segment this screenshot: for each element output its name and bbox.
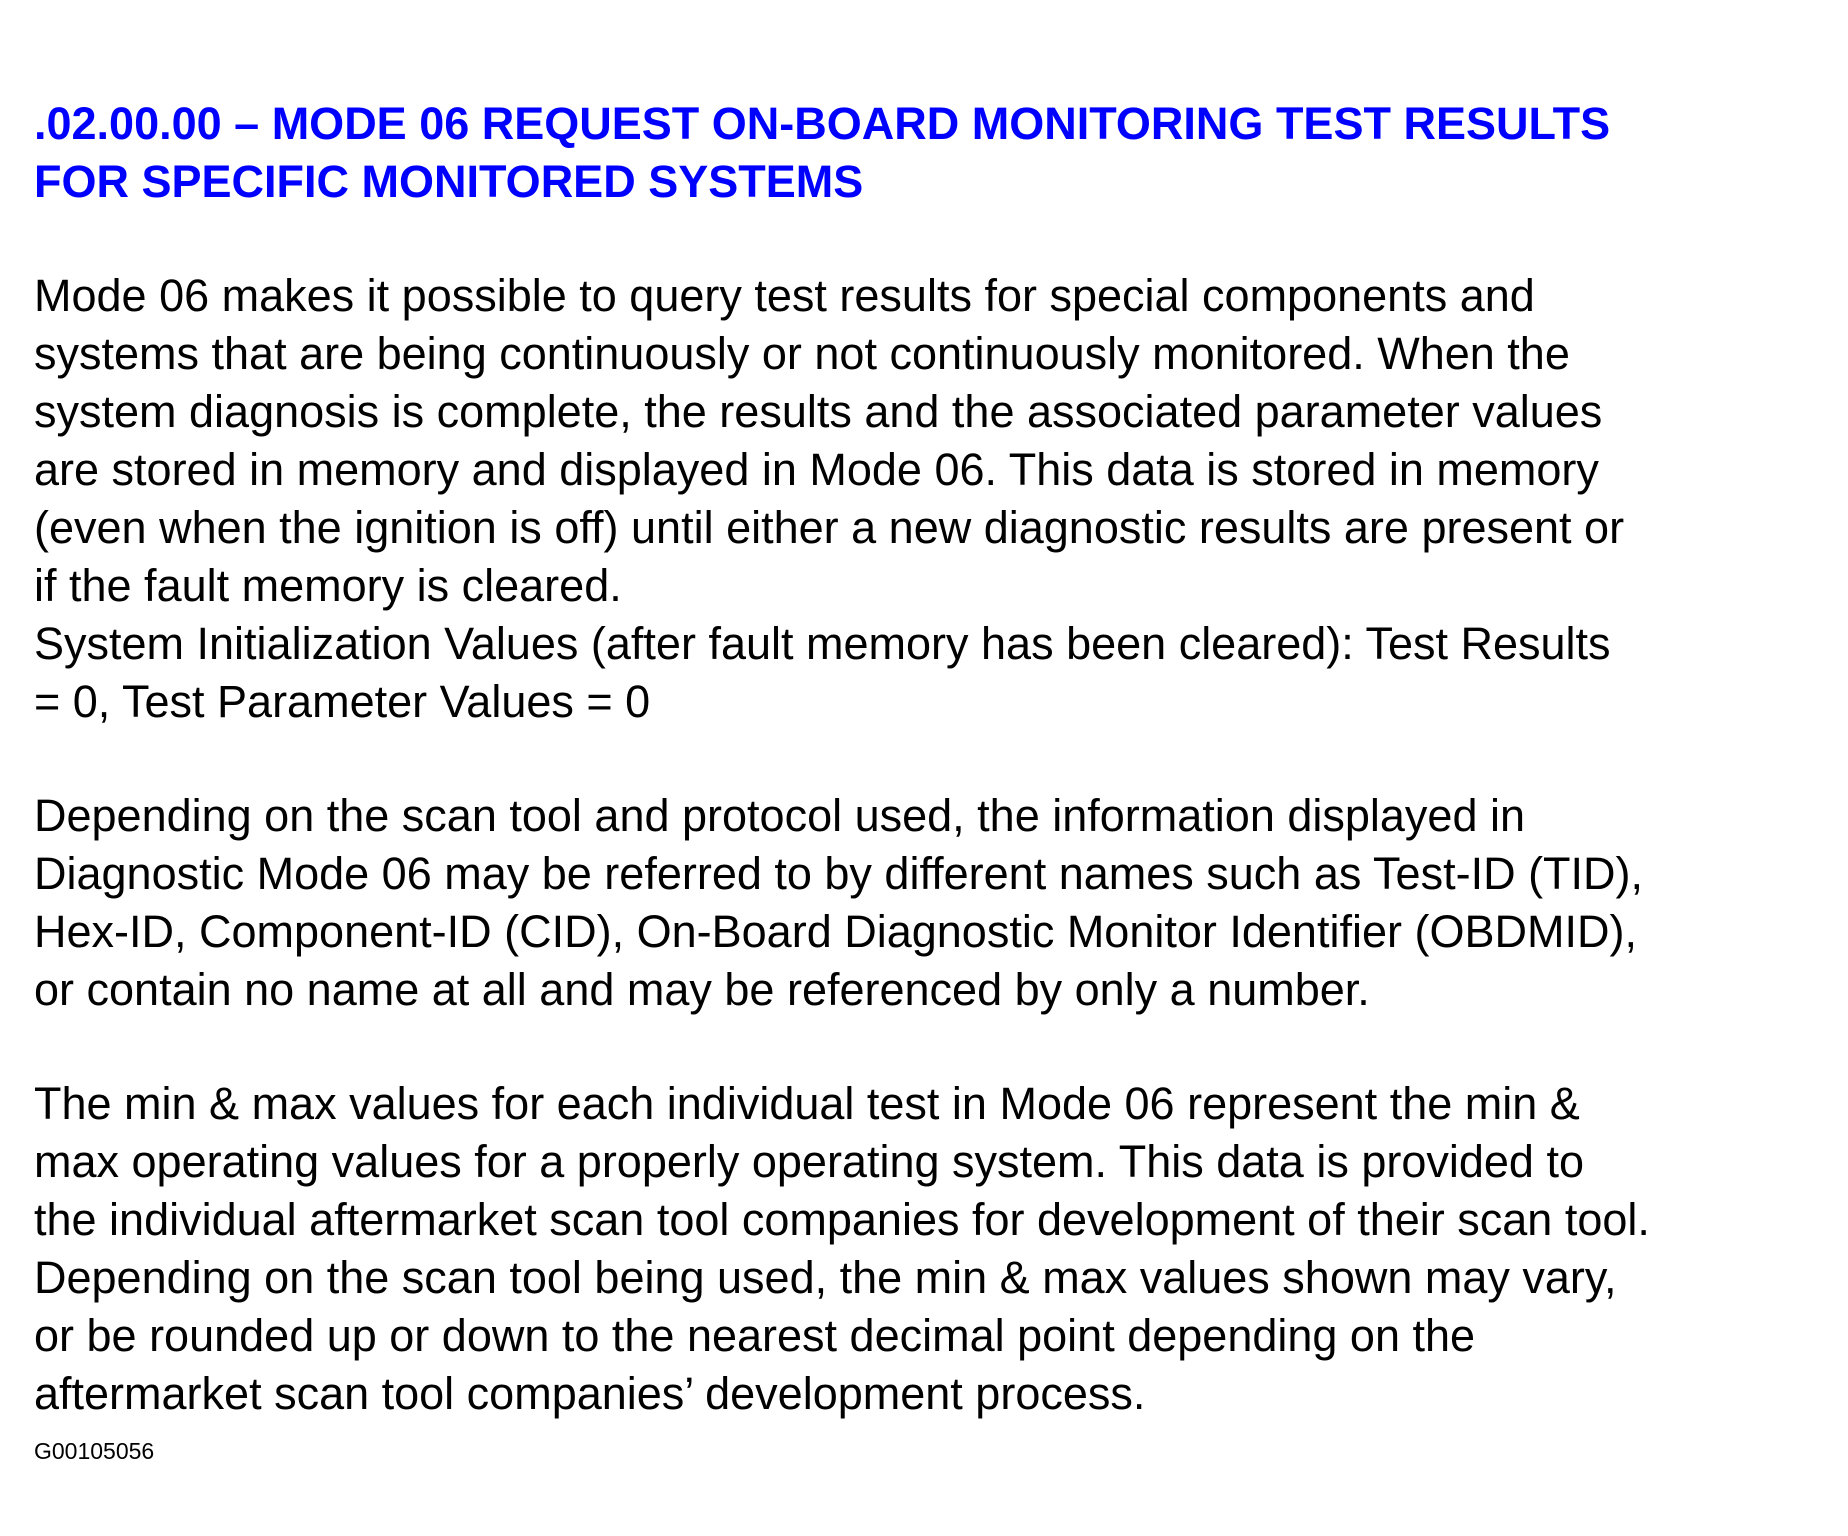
section-title: .02.00.00 – MODE 06 REQUEST ON-BOARD MONITORING TEST RESULTS FOR SPECIFIC MONITORED SYSTEMS bbox=[34, 98, 1611, 207]
paragraph-mode06-overview: Mode 06 makes it possible to query test results for special components and systems that are being continuously or not continuously monitored. When the system diagnosis is complete, the results and the associated parameter values are stored in memory and displayed in Mode 06. This data is stored in memory (even when the ignition is off) until either a new diagnostic results are present or if the fault memory is cleared. System Initialization Values (after fault memory has been cleared): Test Results = 0, Test Parameter Values = 0 bbox=[34, 270, 1625, 727]
document-page bbox=[34, 95, 1834, 1423]
spacer bbox=[34, 731, 1834, 787]
spacer bbox=[34, 1019, 1834, 1075]
paragraph-scan-tool-names: Depending on the scan tool and protocol used, the information displayed in Diagnostic Mode 06 may be referred to by different names such as Test-ID (TID), Hex-ID, Component-ID (CID), On-Board Diagnostic Monitor Identifier (OBDMID), or contain no name at all and may be referenced by only a number. bbox=[34, 790, 1644, 1015]
figure-reference-id: G00105056 bbox=[34, 1438, 155, 1464]
spacer bbox=[34, 211, 1834, 267]
paragraph-min-max-values: The min & max values for each individual test in Mode 06 represent the min & max operating values for a properly operating system. This data is provided to the individual aftermarket scan tool companies for development of their scan tool. Depending on the scan tool being used, the min & max values shown may vary, or be rounded up or down to the nearest decimal point depending on the aftermarket scan tool companies’ development process. bbox=[34, 1078, 1650, 1419]
